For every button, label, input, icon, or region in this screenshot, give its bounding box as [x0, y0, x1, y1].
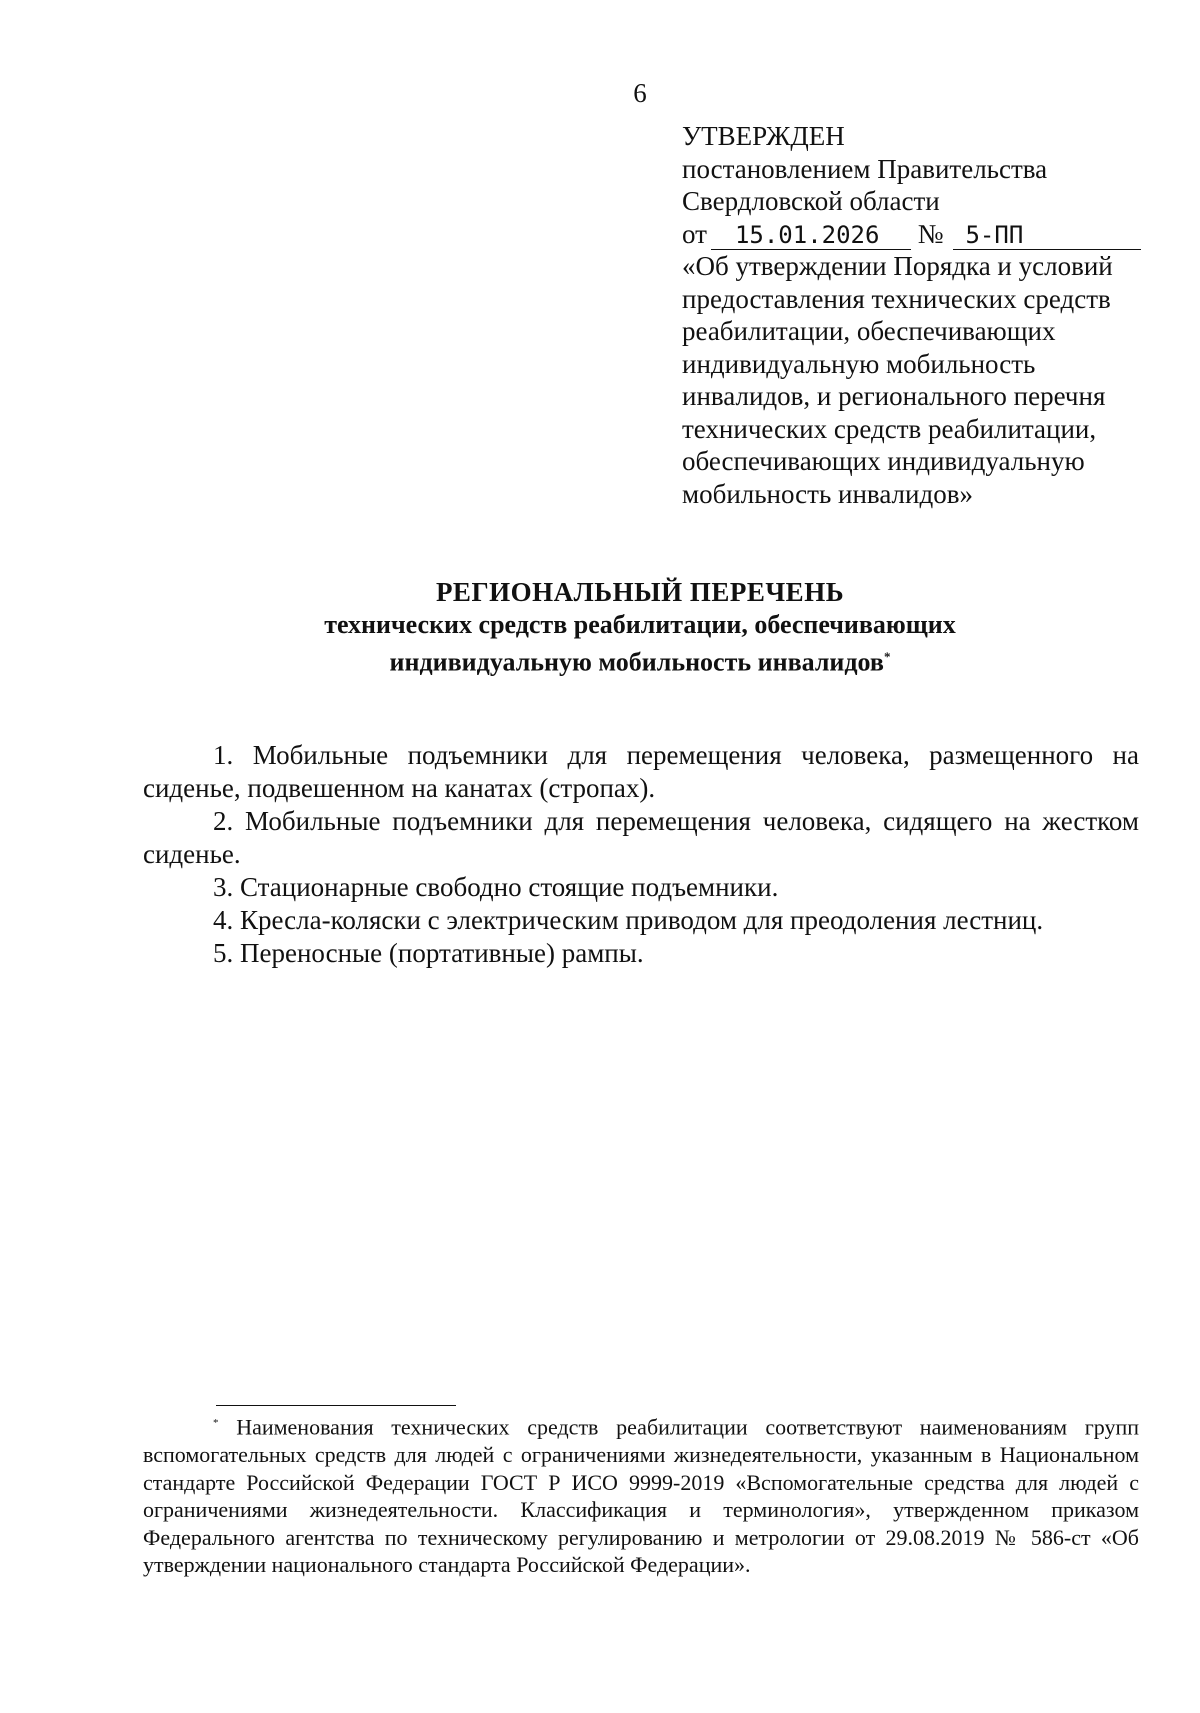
- number-label: №: [917, 218, 944, 249]
- document-title: [0, 576, 1200, 679]
- title-main: РЕГИОНАЛЬНЫЙ ПЕРЕЧЕНЬ: [435, 577, 845, 607]
- approval-date-value: 15.01.2026: [711, 221, 911, 250]
- approval-subject-line-1: «Об утверждении Порядка и условий: [682, 251, 1113, 281]
- list-item-3: 3. Стационарные свободно стоящие подъемники.: [213, 872, 779, 902]
- list-item-1: 1. Мобильные подъемники для перемещения человека, размещенного на сиденье, подвешенном на канатах (стропах).: [143, 740, 1139, 803]
- approval-subject-line-6: технических средств реабилитации,: [682, 413, 1097, 444]
- approval-subject-line-4: индивидуальную мобильность: [682, 348, 1036, 379]
- title-subtitle-line-1: технических средств реабилитации, обеспечивающих: [324, 610, 956, 639]
- approval-line-2: Свердловской области: [682, 186, 940, 216]
- footnote: [143, 1410, 1139, 1579]
- approval-number-value: 5-ПП: [953, 221, 1141, 250]
- approval-subject-line-7: обеспечивающих индивидуальную: [682, 446, 1085, 476]
- approval-line-1: постановлением Правительства: [682, 153, 1048, 184]
- footnote-text: Наименования технических средств реабилитации соответствуют наименованиям групп вспомогательных средств для людей с ограничениями жизнедеятельности, указанным в Национальном стандарте Российской Федерации ГОСТ Р ИСО 9999-2019 «Вспомогательные средства для людей с ограничениями жизнедеятельности. Классификация и терминология», утвержденном приказом Федерального агентства по техническому регулированию и метрологии от 29.08.2019 № 586-ст «Об утверждении национального стандарта Российской Федерации».: [143, 1414, 1139, 1578]
- title-subtitle-line-2-text: индивидуальную мобильность инвалидов: [389, 647, 884, 677]
- page-number: 6: [633, 78, 647, 108]
- approval-heading: УТВЕРЖДЕН: [682, 121, 845, 151]
- list-item-2: 2. Мобильные подъемники для перемещения человека, сидящего на жестком сиденье.: [143, 806, 1139, 869]
- approval-subject-line-2: предоставления технических средств: [682, 283, 1111, 314]
- approval-stamp-block: [682, 120, 1142, 510]
- footnote-mark: *: [213, 1417, 219, 1429]
- title-subtitle-line-2: [0, 641, 1200, 679]
- from-label: от: [682, 218, 707, 249]
- list-item-5: 5. Переносные (портативные) рампы.: [213, 938, 644, 968]
- approval-subject-line-3: реабилитации, обеспечивающих: [682, 316, 1056, 346]
- title-footnote-mark: *: [883, 649, 891, 664]
- rehabilitation-means-list: [143, 739, 1139, 970]
- list-item-4: 4. Кресла-коляски с электрическим приводом для преодоления лестниц.: [213, 905, 1044, 935]
- approval-subject-line-5: инвалидов, и регионального перечня: [682, 381, 1106, 411]
- approval-date-number-line: [682, 218, 1142, 251]
- approval-subject-line-8: мобильность инвалидов»: [682, 478, 973, 509]
- footnote-separator: [216, 1405, 456, 1406]
